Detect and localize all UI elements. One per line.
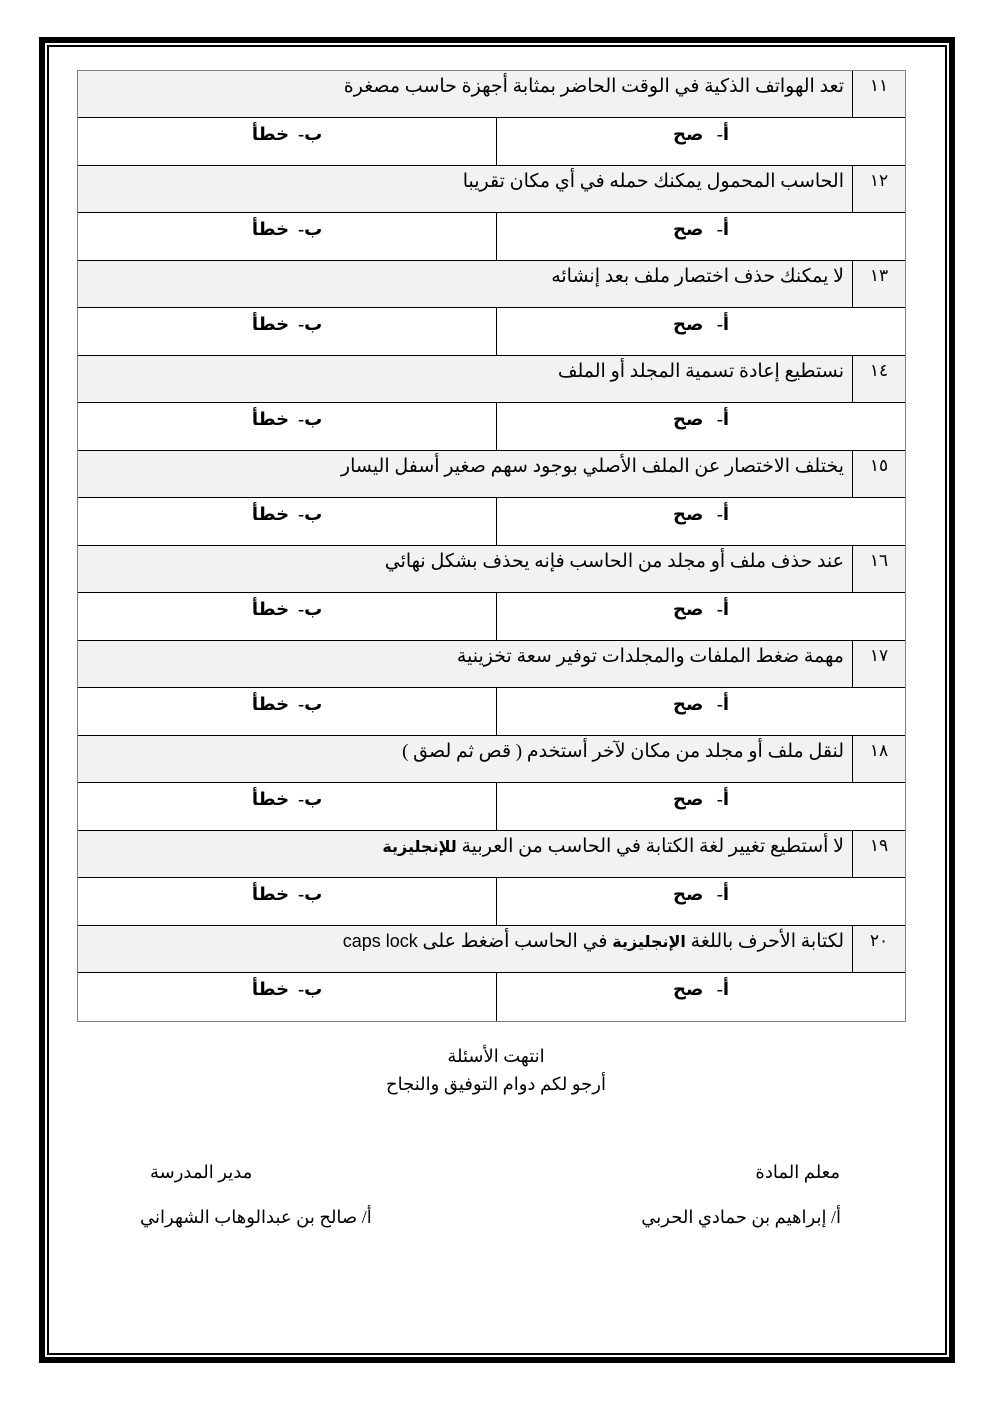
answer-row bbox=[78, 213, 905, 261]
question-number: ١٧ bbox=[852, 641, 905, 687]
question-block bbox=[78, 736, 905, 831]
question-text-part: لا يمكنك حذف اختصار ملف بعد إنشائه bbox=[551, 266, 844, 287]
question-text bbox=[78, 356, 852, 402]
question-text-part: نستطيع إعادة تسمية المجلد أو الملف bbox=[557, 361, 844, 382]
quiz-table bbox=[77, 70, 906, 1022]
question-row bbox=[78, 356, 905, 403]
good-luck-line: أرجو لكم دوام التوفيق والنجاح bbox=[386, 1074, 606, 1094]
question-text-part: يختلف الاختصار عن الملف الأصلي بوجود سهم صغير أسفل اليسار bbox=[340, 456, 844, 477]
question-text-part: لا أستطيع تغيير لغة الكتابة في الحاسب من العربية bbox=[456, 836, 844, 857]
question-text-latin-part: caps lock bbox=[342, 931, 418, 951]
question-text bbox=[78, 71, 852, 117]
option-a-true: أ- صح bbox=[496, 688, 905, 735]
question-number: ١٣ bbox=[852, 261, 905, 307]
question-text-bold-part: للإنجليزية bbox=[382, 839, 457, 856]
question-text bbox=[78, 546, 852, 592]
option-b-false: ب- خطأ bbox=[251, 884, 323, 904]
option-b-false: ب- خطأ bbox=[251, 694, 323, 714]
option-a-true: أ- صح bbox=[496, 498, 905, 545]
question-block bbox=[78, 831, 905, 926]
option-b-false: ب- خطأ bbox=[251, 979, 323, 999]
question-block bbox=[78, 451, 905, 546]
question-number: ١٤ bbox=[852, 356, 905, 402]
answer-row bbox=[78, 593, 905, 641]
question-row bbox=[78, 641, 905, 688]
question-row bbox=[78, 451, 905, 498]
question-text bbox=[78, 926, 852, 972]
answer-row bbox=[78, 783, 905, 831]
question-text-part: في الحاسب أضغط على bbox=[417, 931, 613, 952]
question-number: ١٦ bbox=[852, 546, 905, 592]
question-block bbox=[78, 166, 905, 261]
option-a-true: أ- صح bbox=[496, 783, 905, 830]
answer-row bbox=[78, 118, 905, 166]
answer-row bbox=[78, 878, 905, 926]
question-text-part: الحاسب المحمول يمكنك حمله في أي مكان تقريبا bbox=[462, 171, 844, 192]
question-number: ١٩ bbox=[852, 831, 905, 877]
option-a-true: أ- صح bbox=[496, 593, 905, 640]
question-block bbox=[78, 356, 905, 451]
option-a-true: أ- صح bbox=[496, 878, 905, 925]
question-text-bold-part: الإنجليزية bbox=[612, 934, 686, 951]
question-text bbox=[78, 261, 852, 307]
question-row bbox=[78, 261, 905, 308]
question-text bbox=[78, 166, 852, 212]
question-row bbox=[78, 736, 905, 783]
answer-row bbox=[78, 688, 905, 736]
question-block bbox=[78, 71, 905, 166]
answer-row bbox=[78, 498, 905, 546]
option-b-false: ب- خطأ bbox=[251, 219, 323, 239]
question-text bbox=[78, 451, 852, 497]
school-principal-name: أ/ صالح بن عبدالوهاب الشهراني bbox=[140, 1207, 372, 1227]
option-a-true: أ- صح bbox=[496, 403, 905, 450]
question-number: ١٢ bbox=[852, 166, 905, 212]
question-row bbox=[78, 831, 905, 878]
question-row bbox=[78, 926, 905, 973]
question-block bbox=[78, 546, 905, 641]
subject-teacher-label: معلم المادة bbox=[755, 1162, 840, 1182]
option-b-false: ب- خطأ bbox=[251, 504, 323, 524]
question-block bbox=[78, 926, 905, 1021]
option-b-false: ب- خطأ bbox=[251, 124, 323, 144]
subject-teacher-name: أ/ إبراهيم بن حمادي الحربي bbox=[641, 1207, 841, 1227]
option-a-true: أ- صح bbox=[496, 308, 905, 355]
school-principal-label: مدير المدرسة bbox=[150, 1162, 253, 1182]
question-number: ١١ bbox=[852, 71, 905, 117]
question-number: ١٨ bbox=[852, 736, 905, 782]
option-b-false: ب- خطأ bbox=[251, 789, 323, 809]
question-number: ١٥ bbox=[852, 451, 905, 497]
question-text-part: تعد الهواتف الذكية في الوقت الحاضر بمثابة أجهزة حاسب مصغرة bbox=[343, 76, 844, 97]
question-text bbox=[78, 736, 852, 782]
question-text bbox=[78, 641, 852, 687]
question-block bbox=[78, 641, 905, 736]
question-text-part: لنقل ملف أو مجلد من مكان لآخر أستخدم ( قص ثم لصق ) bbox=[402, 741, 844, 762]
questions-ended-line: انتهت الأسئلة bbox=[447, 1046, 545, 1066]
answer-row bbox=[78, 403, 905, 451]
question-row bbox=[78, 71, 905, 118]
question-text-part: عند حذف ملف أو مجلد من الحاسب فإنه يحذف بشكل نهائي bbox=[384, 551, 844, 572]
option-a-true: أ- صح bbox=[496, 973, 905, 1021]
option-b-false: ب- خطأ bbox=[251, 599, 323, 619]
question-row bbox=[78, 546, 905, 593]
option-b-false: ب- خطأ bbox=[251, 314, 323, 334]
question-text bbox=[78, 831, 852, 877]
answer-row bbox=[78, 973, 905, 1021]
option-b-false: ب- خطأ bbox=[251, 409, 323, 429]
answer-row bbox=[78, 308, 905, 356]
question-text-part: لكتابة الأحرف باللغة bbox=[685, 931, 844, 952]
question-number: ٢٠ bbox=[852, 926, 905, 972]
option-a-true: أ- صح bbox=[496, 118, 905, 165]
option-a-true: أ- صح bbox=[496, 213, 905, 260]
question-block bbox=[78, 261, 905, 356]
question-row bbox=[78, 166, 905, 213]
question-text-part: مهمة ضغط الملفات والمجلدات توفير سعة تخزينية bbox=[456, 646, 844, 667]
